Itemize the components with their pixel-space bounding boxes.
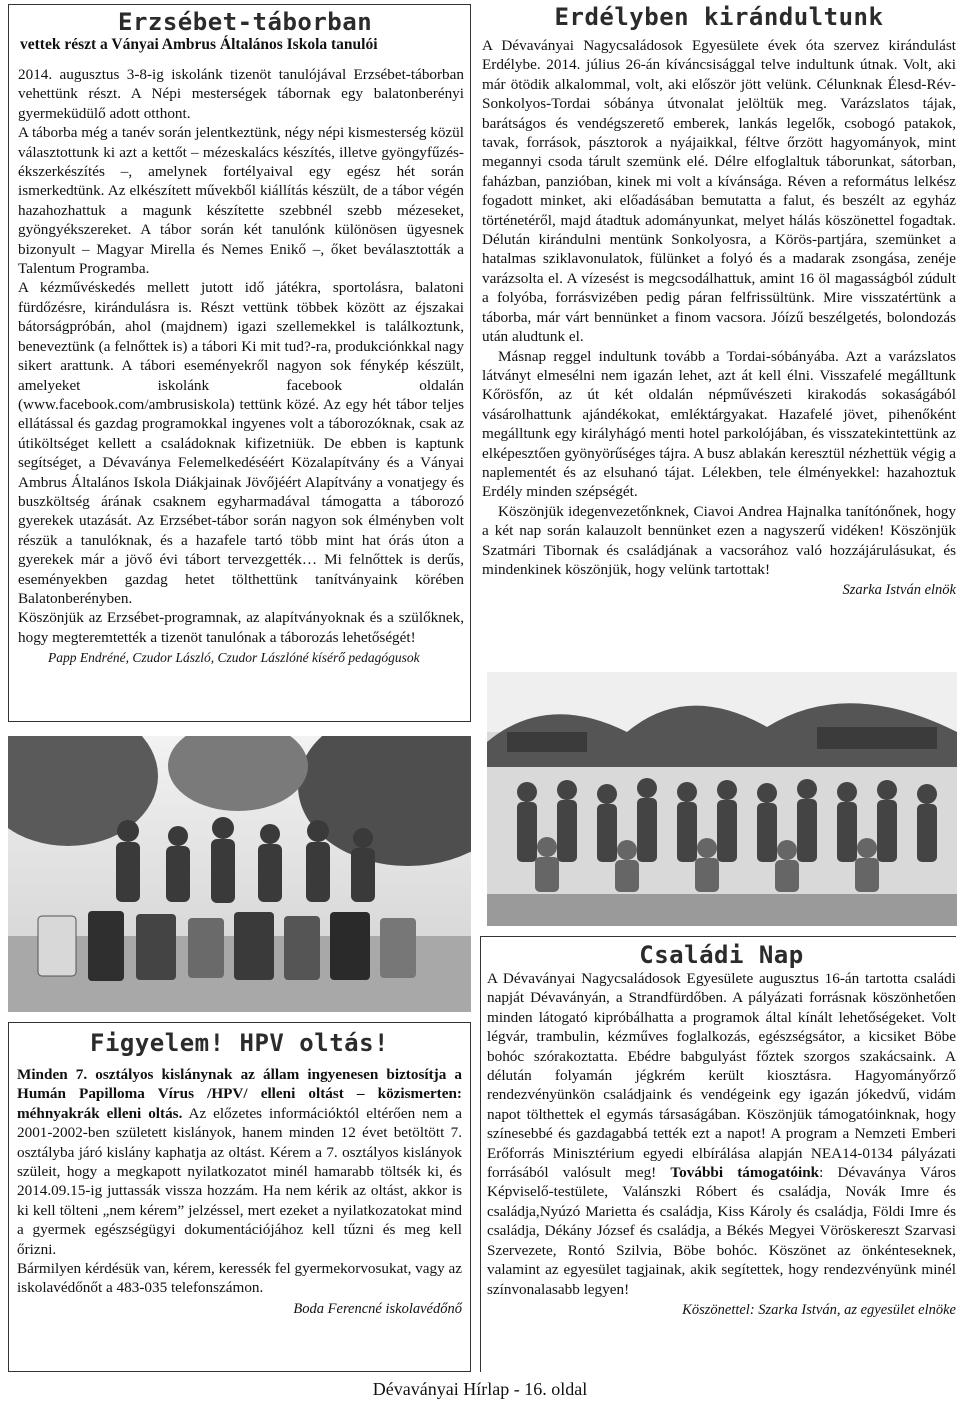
page-footer: Dévaványai Hírlap - 16. oldal (372, 1379, 588, 1399)
hpv-intro: Minden 7. osztályos kislánynak az állam ingyenesen biztosítja a Humán Papilloma Vírus /HPV/ elleni oltást – közismerten: méhnyakrák elleni oltás. (17, 1066, 462, 1122)
hpv-article (8, 1022, 471, 1372)
family-day-sponsors: : Dévaványa Város Képviselő-testülete, Valánszki Róbert és családja, Novák Imre és családja,Nyúzó Marietta és családja, Kiss Károly és családja, Földi Imre és családja, Dékány József és családja, a Békés Megyei Vöröskereszt Szarvasi Szervezete, Rontó Szilvia, Böbe bohóc. Köszönet az önkénteseknek, valamint az egyesület tagjainak, akik segítettek, hogy rendezvényünk minél színvonalasabb legyen! (487, 1164, 956, 1298)
erzsebet-paragraph-1: 2014. augusztus 3-8-ig iskolánk tizenöt tanulójával Erzsébet-táborban vehettünk részt. A Népi mesterségek tábornak egy balatonberényi gyermeküdülő adott otthont. (18, 66, 464, 122)
erdely-title: Erdélyben kirándultunk (554, 3, 884, 31)
hpv-closing: Bármilyen kérdésük van, kérem, keressék fel gyermekorvosukat, vagy az iskolavédőnőt a 483-035 telefonszámon. (17, 1260, 462, 1297)
family-day-article (480, 936, 956, 1372)
hpv-text: Az előzetes információktól eltérően nem a 2001-2002-ben született kislányok, hanem minden 12 évet betöltött 7. osztályba járó kislány kaphatja az oltást. Kérem a 7. osztályos kislányok szüleit, hogy a megkapott nyilatkozatot minél hamarabb töltsék ki, és 2014.09.15-ig juttassák vissza hozzám. Ha nem kérik az oltást, akkor is ki kell tölteni „nem kérem” jelzéssel, mert ezeket a nyilatkozatokat mind a gyermek egészségügyi dokumentációjához kell tűzni és meg kell őrizni. (17, 1104, 462, 1258)
erzsebet-article (8, 4, 471, 722)
erdely-paragraph-3: Köszönjük idegenvezetőnknek, Ciavoi Andrea Hajnalka tanítónőnek, hogy a két nap során kalauzolt bennünket ezen a nagyszerű vidéken! Köszönjük Szatmári Tibornak és családjának a vacsorához való hozzájárulásukat, és mindenkinek köszönjük, hogy velünk tartottak! (482, 502, 956, 578)
family-day-sponsors-label: További támogatóink (670, 1164, 820, 1182)
family-day-text: A Dévaványai Nagycsaládosok Egyesülete augusztus 16-án tartotta családi napját Dévaványán, a Strandfürdőben. A pályázati forrásnak köszönhetően minden látogató kipróbálhatta a programok által kínált lehetőségeket. Volt légvár, trambulin, kézműves foglalkozás, egészségsátor, a kicsiket Böbe bohóc szórakoztatta. Ebédre babgulyást főztek szorgos szakácsaink. A délután folyamán jégkrém került kiosztásra. Hagyományőrző rendezvényünkön családjaink és vendégeink egy igazán jókedvű, vidám napot tölthettek el egymás társaságában. Köszönjük támogatóinknak, hogy színesebbé és gazdagabbá tették ezt a napot! A program a Nemzeti Emberi Erőforrás Minisztérium egyedi elbírálása alapján NEA14-0134 pályázati forrásából valósult meg! (487, 970, 956, 1182)
erzsebet-paragraph-4: Köszönjük az Erzsébet-programnak, az alapítványoknak és a szülőknek, hogy megteremtették a tizenöt tanulónak a táborozás lehetőségét! (18, 609, 464, 646)
camp-group-photo (8, 736, 471, 1012)
erdely-paragraph-1: A Dévaványai Nagycsaládosok Egyesülete évek óta szervez kirándulást Erdélybe. 2014. július 26-án kíváncsisággal telve indultunk útnak. Volt, aki már ötödik alkalommal, volt, aki először jött velünk. Célunknak Élesd-Rév-Sonkolyos-Tordai sóbánya útvonalat jelöltük meg. Varázslatos tájak, barátságos és vendégszerető emberek, lankás legelők, csobogó patakok, tavak, források, pásztorok a nyájaikkal, féltve őrzött hagyományok, mint megannyi csoda tárult szemünk elé. Délre elfoglaltuk táborunkat, sátorban, faházban, panzióban, kinek mi volt a kívánsága. Réven a református lelkész fogadott minket, aki előadásában bemutatta a falut, és beszélt az egyház történetéről, majd átadtuk adományunkat, melyet hálás köszönettel fogadtak. Délután kirándulni mentünk Sonkolyosra, a Körös-partjára, szemünket a hatalmas sziklavonulatok, fülünket a folyó és a madarak zsongása, zenéje varázsolta el. A vízesést is megcsodálhattuk, amint 16 öl magasságból zúdult a folyóba, forrásvizében pedig páran felfrissültünk. Mire visszatértünk a táborba, már várt bennünket a finom vacsora. Jóízű beszélgetés, bolondozás után aludtunk el. (482, 37, 956, 346)
erdely-paragraph-2: Másnap reggel indultunk tovább a Tordai-sóbányába. Azt a varázslatos látványt elmesélni nem igazán lehet, azt át kell élni. Visszafelé megálltunk Kőrösfőn, az út két oldalán népművészeti kirakodás sokaságából vásárolhattunk ajándékokat, emléktárgyakat. Hazafelé jövet, pihenőként megálltunk egy királyhágó menti hotel parkolójában, és visszatekintettünk az elképesztően gyönyörűséges tájra. A busz ablakán keresztül nézhettük végig a naplementét és az elsuhanó tájat. Lélekben, tele élményekkel: hazahoztuk Erdély minden szépségét. (482, 347, 956, 501)
erzsebet-title: Erzsébet-táborban (118, 8, 373, 36)
family-day-body (487, 969, 956, 1299)
hpv-body (17, 1065, 462, 1259)
family-day-signature: Köszönettel: Szarka István, az egyesület elnöke (682, 1301, 956, 1318)
hpv-title: Figyelem! HPV oltás! (90, 1029, 389, 1057)
family-day-title: Családi Nap (639, 941, 804, 969)
erdely-article (480, 0, 956, 665)
erzsebet-paragraph-2: A táborba még a tanév során jelentkeztünk, négy népi kismesterség közül választottunk ki azt a kettőt – mézeskalács készítés, illetve gyöngyfűzés-ékszerkészítés –, amelynek fortélyaival egy egész hét során ismerkedtünk. Az elkészített művekből kiállítás készült, de a tábor végén hazahozhattuk a magunk készítette szebbnél szebb mézeseket, gyöngyékszereket. A tábor során két tanulónk különösen ügyesnek bizonyult – Magyar Mirella és Nemes Enikő –, őket beválasztották a Talentum Programba. (18, 124, 464, 278)
excursion-group-photo (487, 672, 957, 926)
erdely-signature: Szarka István elnök (842, 582, 956, 599)
erzsebet-signature: Papp Endréné, Czudor László, Czudor Lászlóné kísérő pedagógusok (48, 650, 420, 666)
hpv-signature: Boda Ferencné iskolavédőnő (293, 1300, 462, 1317)
erzsebet-paragraph-3: A kézművéskedés mellett jutott idő játékra, sportolásra, balatoni fürdőzésre, kirándulásra is. Részt vettünk többek között az éjszakai bátorságpróbán, ahol (majdnem) igazi szellemekkel is találkoztunk, beneveztünk (a felnőttek is) a tábori Ki mit tud?-ra, produkciónkkal nagy sikert arattunk. A tábori eseményekről nagyon sok fénykép készült, amelyeket iskolánk facebook oldalán (www.facebook.com/ambrusiskola) tettünk közé. Az egy hét tábor teljes ellátással és gazdag programokkal ingyenes volt a táborozóknak, csak az útiköltséget kellett a családoknak kifizetniük. De ebben is kaptunk segítséget, a Dévaványa Felemelkedéséért Közalapítvány és a Ványai Ambrus Általános Iskola Diákjainak Jövőjéért Alapítvány a vonatjegy és buszköltség árának csaknem egyharmadával támogatta a táborozó gyerekek utazását. Az Erzsébet-tábor során nagyon sok élményben volt részük a tanulóknak, és a hazafele tartó több mint hat órás úton a gyerekek már a jövő évi tábort tervezgették… Mi felnőttek is derűs, eseményekben gazdag hetet tölthettünk tanítványaink körében Balatonberényben. (18, 279, 464, 607)
erzsebet-subtitle: vettek részt a Ványai Ambrus Általános Iskola tanulói (20, 36, 378, 53)
